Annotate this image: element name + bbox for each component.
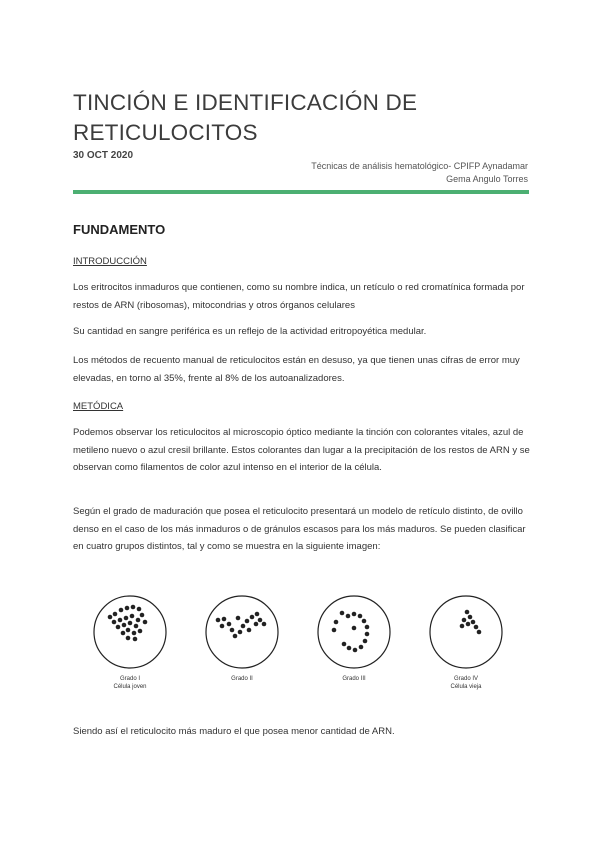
grade-4-sublabel: Célula vieja xyxy=(450,683,482,690)
grade-2-cell xyxy=(202,592,282,684)
grade-1-sublabel: Célula joven xyxy=(113,683,147,690)
intro-heading: INTRODUCCIÓN xyxy=(73,256,147,267)
grade-4-cell xyxy=(426,592,506,691)
author-line-name: Gema Angulo Torres xyxy=(446,174,528,184)
grade-4-label: Grado IV xyxy=(453,676,478,682)
accent-divider xyxy=(73,190,529,194)
intro-paragraph-2: Su cantidad en sangre periférica es un reflejo de la actividad eritropoyética medular. xyxy=(73,326,427,337)
intro-paragraph-3: Los métodos de recuento manual de reticulocitos están en desuso, ya que tienen unas cifras de error muy elevadas, en torno al 35%, frente al 8% de los autoanalizadores. xyxy=(73,355,520,384)
reticulocyte-grades-figure xyxy=(80,592,530,712)
grade-1-label: Grado I xyxy=(119,676,140,682)
method-paragraph-1: Podemos observar los reticulocitos al microscopio óptico mediante la tinción con colorantes vitales, azul de metileno nuevo o azul cresil brillante. Estos colorantes dan lugar a la precipitación de los restos de ARN y se observan como filamentos de color azul intenso en el interior de la célula. xyxy=(73,427,530,473)
section-heading: FUNDAMENTO xyxy=(73,222,166,237)
author-line-course: Técnicas de análisis hematológico- CPIFP Aynadamar xyxy=(311,161,528,171)
grade-2-label: Grado II xyxy=(231,676,253,682)
closing-paragraph: Siendo así el reticulocito más maduro el que posea menor cantidad de ARN. xyxy=(73,726,395,737)
method-heading: METÓDICA xyxy=(73,401,124,412)
grade-3-label: Grado III xyxy=(342,676,366,682)
author-block xyxy=(311,160,528,186)
intro-paragraph-1: Los eritrocitos inmaduros que contienen, como su nombre indica, un retículo o red cromatínica formada por restos de ARN (ribosomas), mitocondrias y otros órganos celulares xyxy=(73,282,525,311)
grade-3-illustration xyxy=(314,592,394,672)
document-date: 30 OCT 2020 xyxy=(73,150,134,161)
page-title: TINCIÓN E IDENTIFICACIÓN DE RETICULOCITOS xyxy=(73,90,418,145)
grade-1-illustration xyxy=(90,592,170,672)
grade-1-cell xyxy=(90,592,170,691)
method-paragraph-2: Según el grado de maduración que posea el reticulocito presentará un modelo de retículo distinto, de ovillo denso en el caso de los más inmaduros o de gránulos escasos para los más maduros. Se pueden clasificar en cuatro grupos distintos, tal y como se muestra en la siguiente imagen: xyxy=(73,506,526,552)
grade-4-illustration xyxy=(426,592,506,672)
grade-2-illustration xyxy=(202,592,282,672)
grade-3-cell xyxy=(314,592,394,684)
